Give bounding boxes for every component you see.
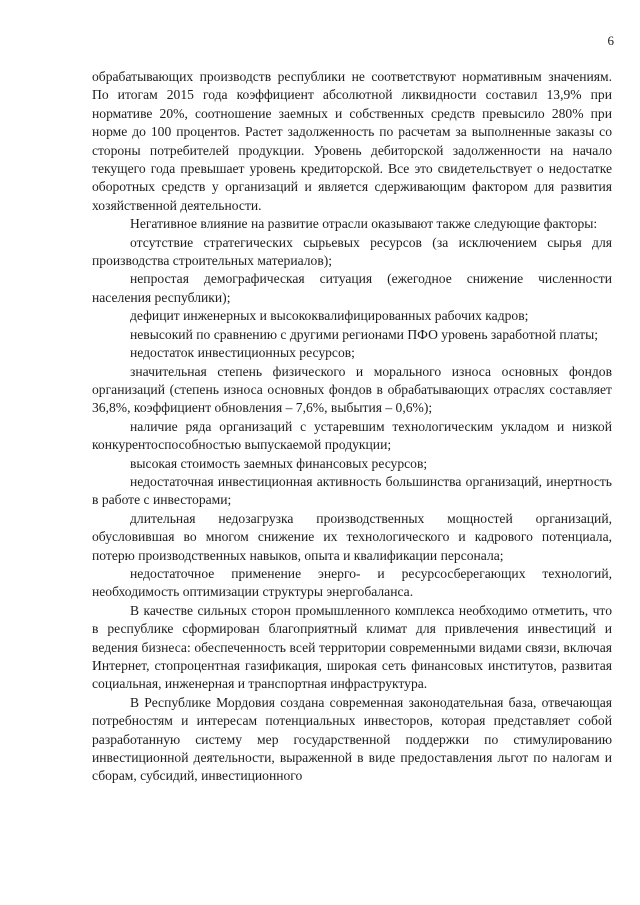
list-item-demography: непростая демографическая ситуация (ежегодное снижение численности населения республики); — [92, 271, 612, 305]
list-item-outdated-technology: наличие ряда организаций с устаревшим технологическим укладом и низкой конкурентоспособностью выпускаемой продукции; — [92, 418, 612, 453]
paragraph-legislation: В Республике Мордовия создана современная законодательная база, отвечающая потребностям и интересам потенциальных инвесторов, которая представляет собой разработанную систему мер государственной поддержки по стимулированию инвестиционной деятельности, выраженной в виде предоставления льгот по налогам и сборам, субсидий, инвестиционного — [92, 694, 612, 784]
page-number: 6 — [607, 33, 614, 48]
list-item-asset-wear: значительная степень физического и морального износа основных фондов организаций (степень износа основных фондов в обрабатывающих отраслях составляет 36,8%, коэффициент обновления – 7,6%, выбытия – 0,6%); — [92, 363, 612, 416]
document-body — [92, 68, 612, 786]
paragraph-negative-factors-intro: Негативное влияние на развитие отрасли оказывают также следующие факторы: — [130, 216, 598, 232]
list-item-raw-materials: отсутствие стратегических сырьевых ресурсов (за исключением сырья для производства строительных материалов); — [92, 234, 612, 269]
list-item-investment-shortage: недостаток инвестиционных ресурсов; — [130, 345, 355, 361]
paragraph-strengths: В качестве сильных сторон промышленного комплекса необходимо отметить, что в республике сформирован благоприятный климат для привлечения инвестиций и ведения бизнеса: обеспеченность всей территории современными видами связи, включая Интернет, стопроцентная газификация, широкая сеть финансовых институтов, развитая социальная, инженерная и транспортная инфраструктура. — [92, 602, 612, 692]
list-item-investor-activity: недостаточная инвестиционная активность большинства организаций, инертность в работе с инвесторами; — [92, 473, 612, 508]
paragraph-liquidity: обрабатывающих производств республики не соответствуют нормативным значениям. По итогам 2015 года коэффициент абсолютной ликвидности составил 13,9% при нормативе 20%, соотношение заемных и собственных средств превысило 280% при норме до 100 процентов. Растет задолженность по расчетам за выполненные заказы со стороны потребителей продукции. Уровень дебиторской задолженности на начало текущего года превышает уровень кредиторской. Все это свидетельствует о недостатке оборотных средств у организаций и является сдерживающим фактором для развития хозяйственной деятельности. — [92, 69, 612, 213]
list-item-underutilization: длительная недозагрузка производственных мощностей организаций, обусловившая во многом снижение их технологического и кадрового потенциала, потерю производственных навыков, опыта и квалификации персонала; — [92, 510, 612, 563]
list-item-energy-efficiency: недостаточное применение энерго- и ресурсосберегающих технологий, необходимость оптимизации структуры энергобаланса. — [92, 565, 612, 600]
list-item-staff-shortage: дефицит инженерных и высококвалифицированных рабочих кадров; — [130, 308, 529, 324]
list-item-credit-cost: высокая стоимость заемных финансовых ресурсов; — [130, 455, 428, 471]
list-item-wages: невысокий по сравнению с другими регионами ПФО уровень заработной платы; — [130, 326, 598, 342]
